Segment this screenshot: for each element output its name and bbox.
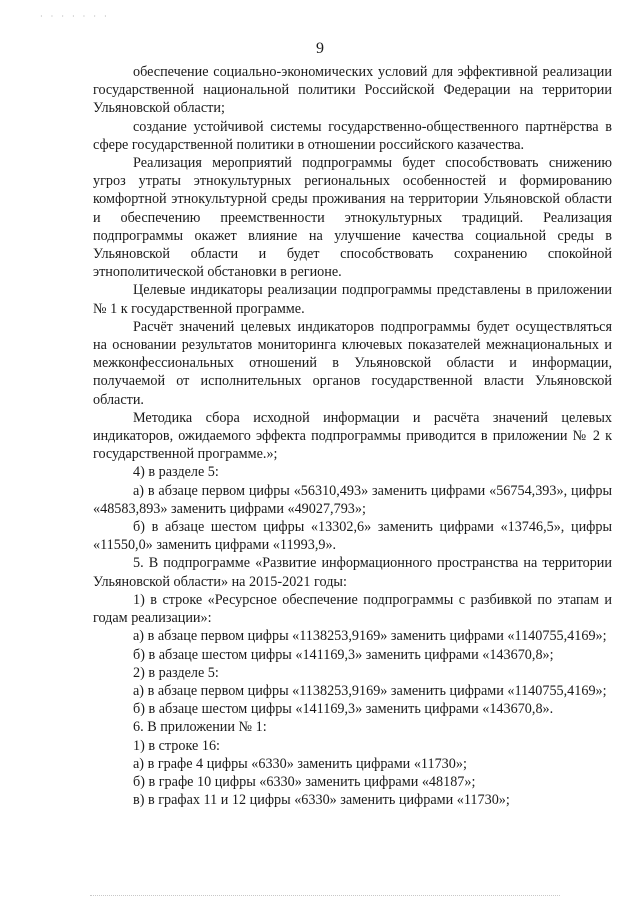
paragraph: б) в абзаце шестом цифры «13302,6» заменить цифрами «13746,5», цифры «11550,0» заменить цифрами «11993,9». [93,519,612,554]
paragraph: 1) в строке «Ресурсное обеспечение подпрограммы с разбивкой по этапам и годам реализации»: [93,591,612,627]
page-number: 9 [316,40,324,57]
paragraph: 5. В подпрограмме «Развитие информационного пространства на территории Ульяновской области» на 2015-2021 годы: [93,555,612,590]
paragraph: б) в графе 10 цифры «6330» заменить цифрами «48187»; [133,773,476,790]
paragraph: Методика сбора исходной информации и расчёта значений целевых индикаторов, ожидаемого эффекта подпрограммы приводится в приложении № 2 к государственной программе.»; [93,409,612,463]
paragraph: 4) в разделе 5: [133,464,219,481]
paragraph: в) в графах 11 и 12 цифры «6330» заменить цифрами «11730»; [133,792,510,809]
paragraph: 2) в разделе 5: [133,664,219,681]
paragraph: а) в абзаце первом цифры «1138253,9169» заменить цифрами «1140755,4169»; [133,628,607,645]
paragraph: создание устойчивой системы государственно-общественного партнёрства в сфере государственной политики в отношении российского казачества. [93,118,612,153]
paragraph: а) в абзаце первом цифры «1138253,9169» заменить цифрами «1140755,4169»; [133,682,607,699]
paragraph: 1) в строке 16: [133,737,220,754]
paragraph: 6. В приложении № 1: [133,719,267,736]
document-body [93,63,612,809]
paragraph: б) в абзаце шестом цифры «141169,3» заменить цифрами «143670,8»; [133,646,554,663]
scan-artifact: · · · · · · · [40,12,110,21]
paragraph: Расчёт значений целевых индикаторов подпрограммы будет осуществляться на основании результатов мониторинга ключевых показателей межнациональных и межконфессиональных отношений в Ульяновской области и информации, получаемой от исполнительных органов государственной власти Ульяновской области. [93,318,612,408]
paragraph: Целевые индикаторы реализации подпрограммы представлены в приложении № 1 к государственной программе. [93,282,612,317]
paragraph: б) в абзаце шестом цифры «141169,3» заменить цифрами «143670,8». [133,701,554,718]
scan-edge-artifact [90,895,560,897]
paragraph: а) в графе 4 цифры «6330» заменить цифрами «11730»; [133,755,467,772]
paragraph: а) в абзаце первом цифры «56310,493» заменить цифрами «56754,393», цифры «48583,893» заменить цифрами «49027,793»; [93,482,612,517]
paragraph: Реализация мероприятий подпрограммы будет способствовать снижению угроз утраты этнокультурных региональных особенностей и формированию комфортной этнокультурной среды проживания на территории Ульяновской области и обеспечению преемственности этнокультурных традиций. Реализация подпрограммы окажет влияние на улучшение качества социальной среды в Ульяновской области и будет способствовать сохранению спокойной этнополитической обстановки в регионе. [93,155,612,281]
paragraph: обеспечение социально-экономических условий для эффективной реализации государственной национальной политики Российской Федерации на территории Ульяновской области; [93,64,612,117]
